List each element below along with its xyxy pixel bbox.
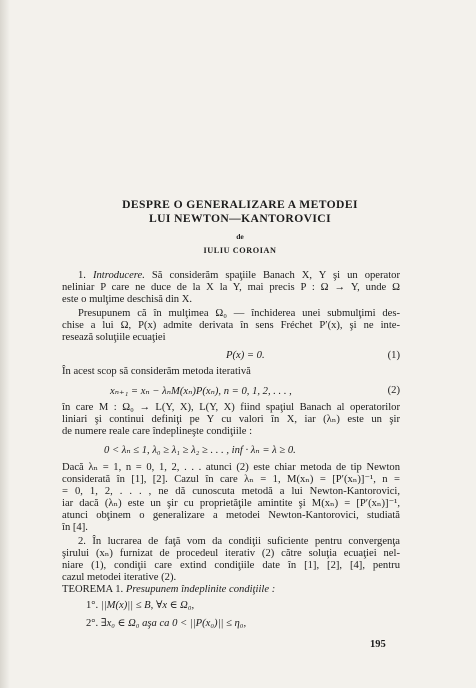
equation-1-number: (1) <box>387 350 400 361</box>
paragraph-line: = 0, 1, 2, . . . , ne dă cunoscuta metodă a lui Newton-Kantorovici, <box>62 486 400 497</box>
paragraph-text: Să considerăm spaţiile Banach X, Y şi un operator <box>144 270 400 281</box>
condition-2 <box>86 618 400 630</box>
paragraph-line <box>78 270 400 282</box>
equation-2-number: (2) <box>387 385 400 396</box>
paragraph-line: neliniar P care ne duce de la X la Y, mai precis P : Ω → Y, unde Ω <box>62 282 400 293</box>
article-title-line-2: LUI NEWTON—KANTOROVICI <box>149 212 331 225</box>
paragraph-line: resează soluţiile ecuaţiei <box>62 332 166 343</box>
paragraph-line: cazul metodei iterative (2). <box>62 572 177 583</box>
condition-number: 2°. <box>86 618 99 629</box>
paragraph-line: În acest scop să considerăm metoda iterativă <box>62 366 251 377</box>
paragraph-line: niare (1), condiţii care extind condiţiile date în [1], [2], [4], pentru <box>62 560 400 571</box>
equation-2: xₙ₊₁ = xₙ − λₙM(xₙ)P(xₙ), n = 0, 1, 2, . . . , <box>110 386 292 397</box>
condition-text: ||M(x)|| ≤ B, ∀x ∈ Ω₀, <box>98 600 195 611</box>
author-name: IULIU COROIAN <box>203 246 277 255</box>
paragraph-line: chise a lui Ω, P(x) admite derivata în sens Fréchet P′(x), şi ne inte- <box>62 320 400 331</box>
paragraph-line: în care M : Ω₀ → L(Y, X), L(Y, X) fiind spaţiul Banach al operatorilor <box>62 402 400 413</box>
byline-de: de <box>236 232 244 241</box>
scan-shadow <box>0 0 10 688</box>
condition-number: 1°. <box>86 600 99 611</box>
paragraph-line: iar dacă (λₙ) este un şir cu proprietăţile amintite şi M(xₙ) = [P′(xₙ)]⁻¹, <box>62 498 400 509</box>
paragraph-line: Dacă λₙ = 1, n = 0, 1, 2, . . . atunci (2) este chiar metoda de tip Newton <box>62 462 400 473</box>
theorem-text: Presupunem îndeplinite condiţiile : <box>123 584 276 595</box>
equation-1: P(x) = 0. <box>226 350 265 361</box>
paragraph-line: atunci obţinem o generalizare a metodei Newton-Kantorovici, studiată <box>62 510 400 521</box>
paragraph-line: 2. În lucrarea de faţă vom da condiţii suficiente pentru convergenţa <box>78 536 400 547</box>
section-heading: Introducere. <box>92 270 145 281</box>
condition-1 <box>86 600 400 612</box>
paragraph-line: în [4]. <box>62 522 88 533</box>
page-number: 195 <box>370 639 386 650</box>
paragraph-line: liniari şi continui definiţi pe Y cu valori în X, iar (λₙ) este un şir <box>62 414 400 425</box>
paragraph-line: de numere reale care îndeplineşte condiţiile : <box>62 426 253 437</box>
theorem-statement <box>62 584 400 596</box>
theorem-label: TEOREMA 1. <box>62 584 124 595</box>
article-title-line-1: DESPRE O GENERALIZARE A METODEI <box>122 198 358 211</box>
section-number: 1. <box>78 270 86 281</box>
paragraph-line: este o mulţime deschisă din X. <box>62 294 193 305</box>
paragraph-line: considerată în [1], [2]. Cazul în care λₙ = 1, M(xₙ) = [P′(xₙ)]⁻¹, n = <box>62 474 400 485</box>
condition-text: ∃x₀ ∈ Ω₀ aşa ca 0 < ||P(x₀)|| ≤ η₀, <box>98 618 247 629</box>
paragraph-line: şirului (xₙ) furnizat de procedeul iterativ (2) către soluţia ecuaţiei nel- <box>62 548 400 559</box>
paragraph-line: Presupunem că în mulţimea Ω₀ — închiderea unei submulţimi des- <box>78 308 400 319</box>
equation-3: 0 < λₙ ≤ 1, λ₀ ≥ λ₁ ≥ λ₂ ≥ . . . , inf · λₙ = λ ≥ 0. <box>104 445 296 456</box>
